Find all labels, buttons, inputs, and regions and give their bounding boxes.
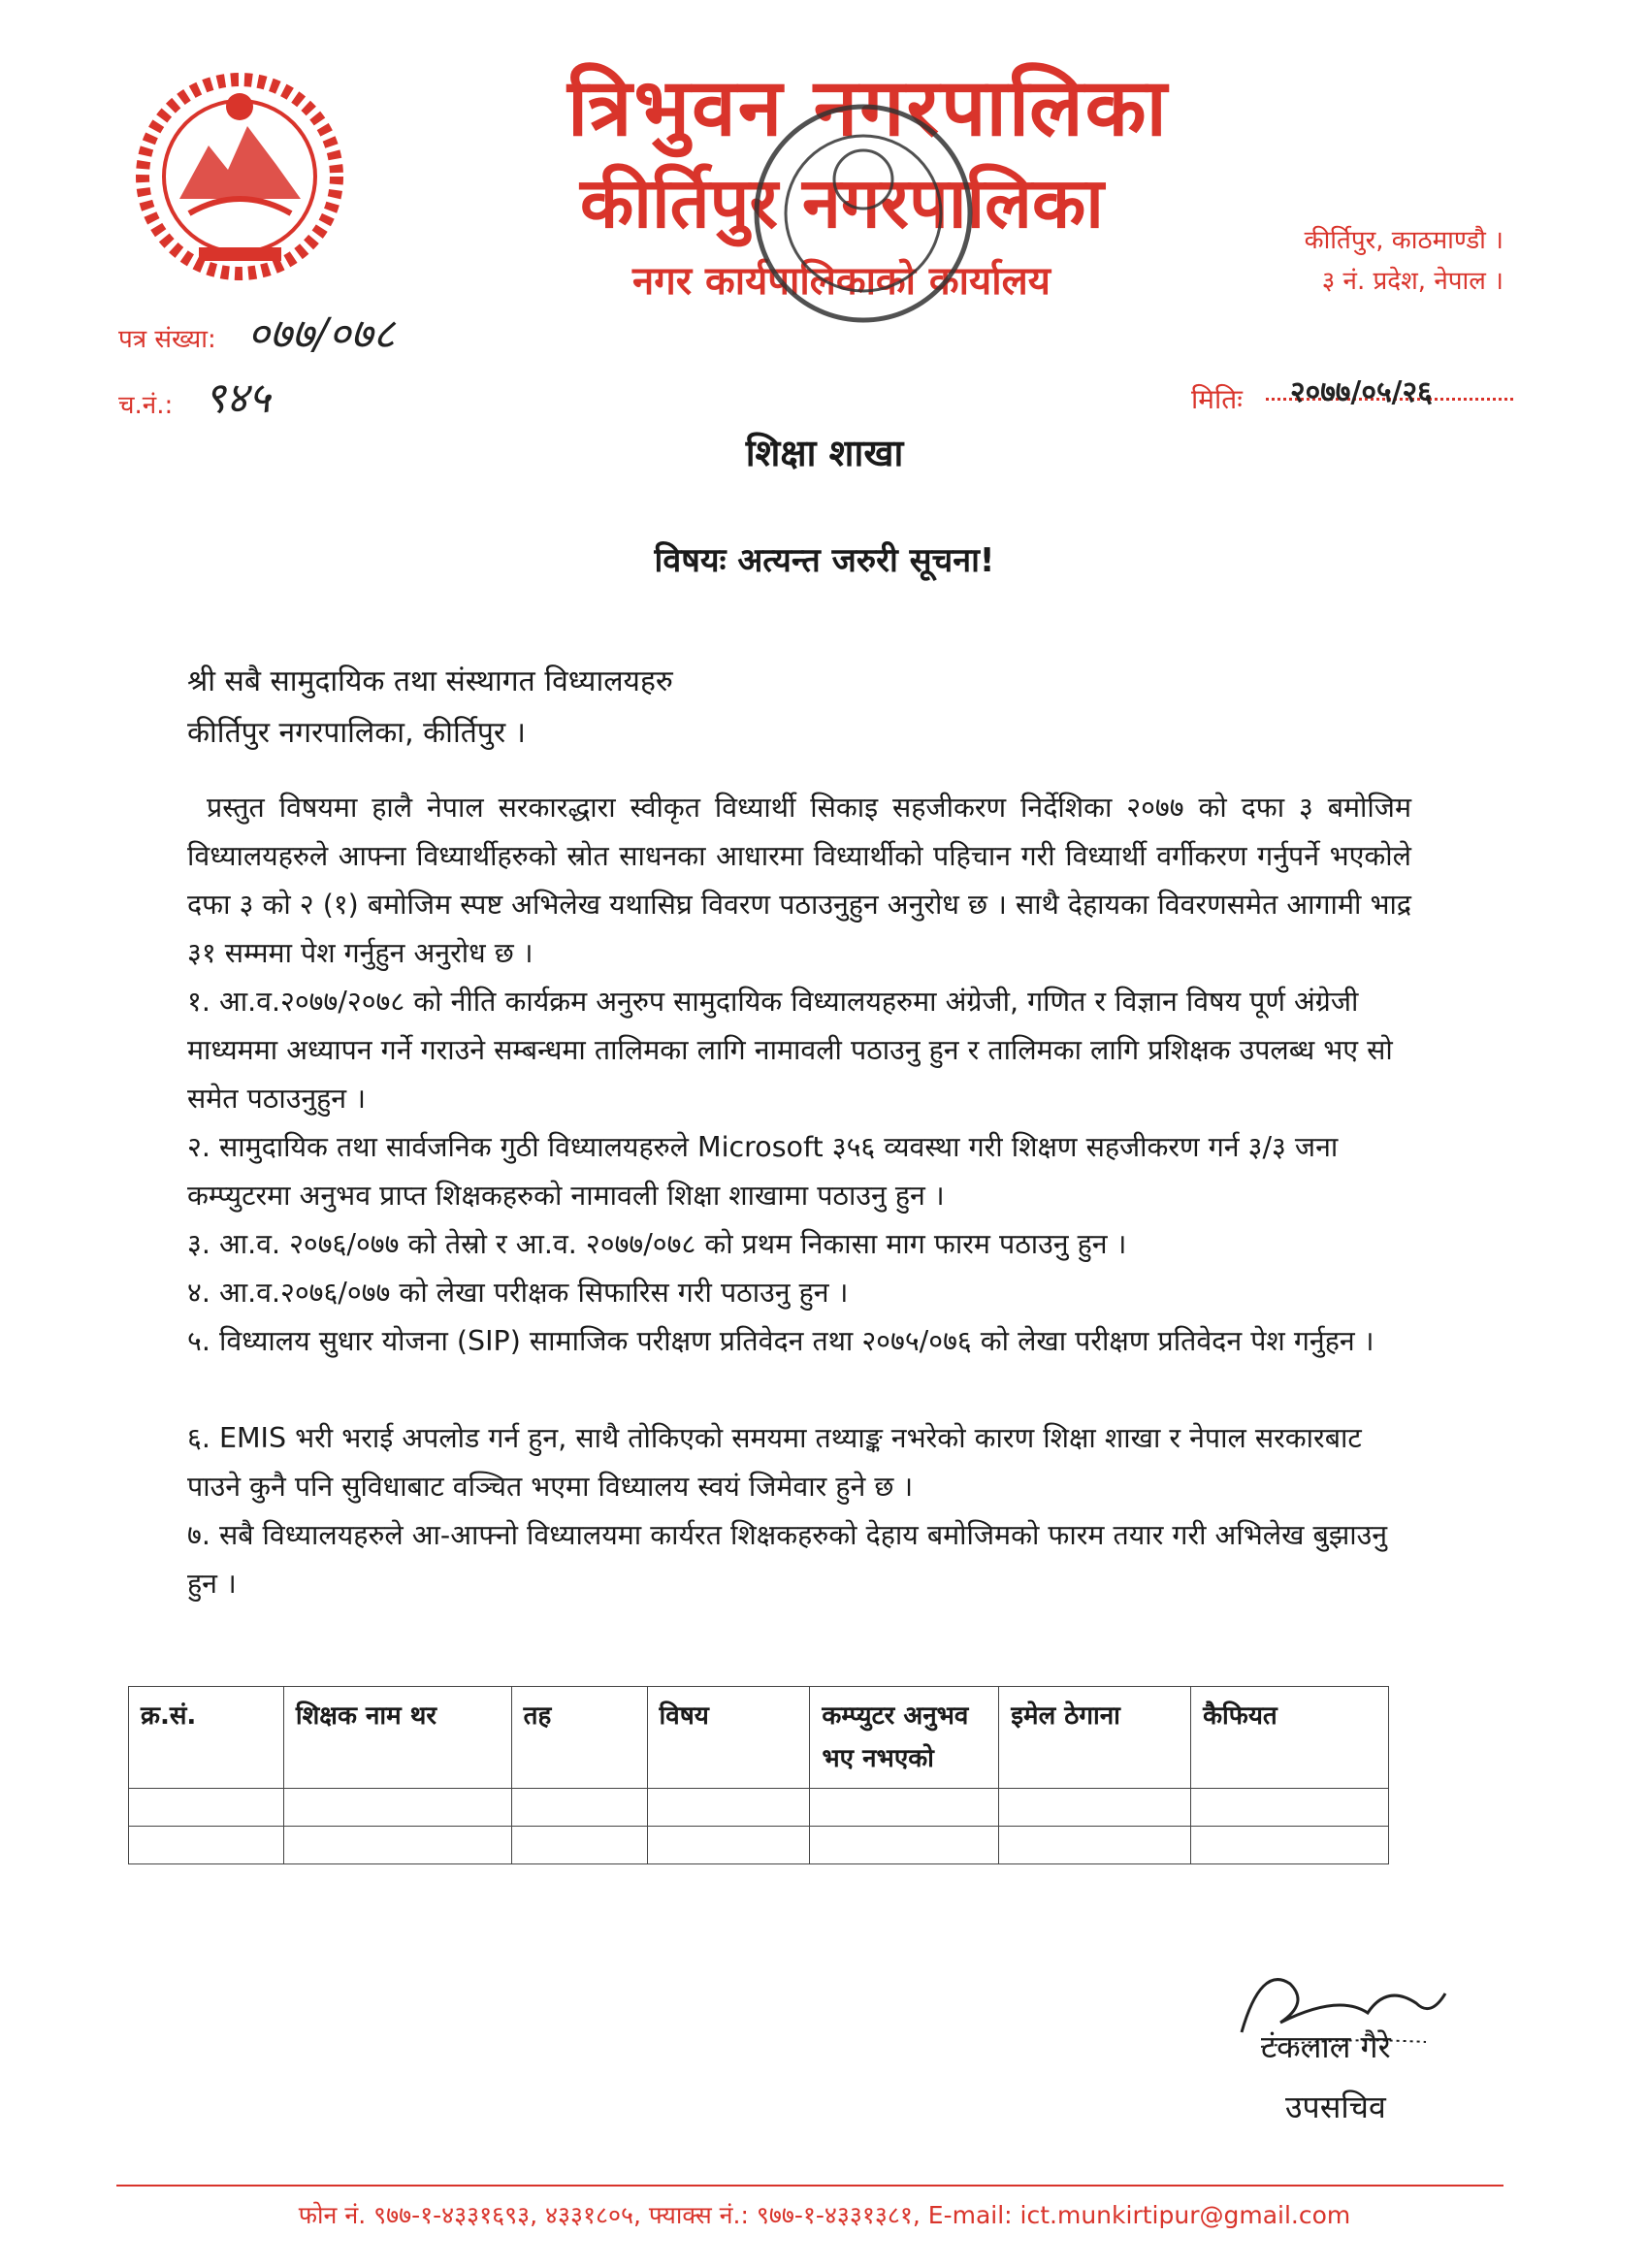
- address-line-1: कीर्तिपुर, काठमाण्डौ ।: [1304, 226, 1504, 255]
- table-header-row: [129, 1687, 1389, 1789]
- letter-number-value: ०७७/०७८: [247, 309, 396, 359]
- table-cell: [810, 1827, 999, 1864]
- table-cell: [647, 1827, 810, 1864]
- list-item-5: ५. विध्यालय सुधार योजना (SIP) सामाजिक परीक्षण प्रतिवेदन तथा २०७५/०७६ को लेखा परीक्षण प्रतिवेदन पेश गर्नुहन ।: [187, 1325, 1374, 1357]
- date-label: मितिः: [1191, 383, 1243, 415]
- address-line-2: ३ नं. प्रदेश, नेपाल ।: [1321, 267, 1504, 296]
- subject-line: विषयः अत्यन्त जरुरी सूचना!: [654, 541, 995, 580]
- table-row: [129, 1827, 1389, 1864]
- municipality-title: कीर्तिपुर नगरपालिका: [580, 162, 1104, 243]
- dispatch-number-value: ९४५: [204, 373, 271, 423]
- header-subject: विषय: [647, 1687, 810, 1789]
- list-item-2: २. सामुदायिक तथा सार्वजनिक गुठी विध्यालयहरुले Microsoft ३५६ व्यवस्था गरी शिक्षण सहजीकरण गर्न ३/३ जना कम्प्युटरमा अनुभव प्राप्त शिक्षकहरुको नामावली शिक्षा शाखामा पठाउनु हुन ।: [187, 1131, 1339, 1212]
- table-cell: [511, 1789, 647, 1827]
- nepal-emblem-icon: [131, 68, 349, 286]
- table-cell: [129, 1789, 284, 1827]
- dispatch-number-label: च.नं.:: [118, 391, 174, 420]
- addressee-line-2: कीर्तिपुर नगरपालिका, कीर्तिपुर ।: [187, 716, 527, 750]
- header-level: तह: [511, 1687, 647, 1789]
- table-cell: [999, 1789, 1191, 1827]
- footer-divider: [116, 2185, 1504, 2187]
- title-old: त्रिभुवन नगरपालिका: [567, 62, 1169, 154]
- branch-heading: शिक्षा शाखा: [745, 432, 904, 474]
- addressee-line-1: श्री सबै सामुदायिक तथा संस्थागत विध्यालयहरु: [187, 664, 673, 698]
- table-cell: [283, 1789, 511, 1827]
- list-item-7: ७. सबै विध्यालयहरुले आ-आफ्नो विध्यालयमा कार्यरत शिक्षकहरुको देहाय बमोजिमको फारम तयार गरी अभिलेख बुझाउनु हुन ।: [187, 1519, 1388, 1600]
- intro-paragraph: प्रस्तुत विषयमा हालै नेपाल सरकारद्धारा स्वीकृत विध्यार्थी सिकाइ सहजीकरण निर्देशिका २०७७ को दफा ३ बमोजिम विध्यालयहरुले आफ्ना विध्यार्थीहरुको स्रोत साधनका आधारमा विध्यार्थीको पहिचान गरी विध्यार्थी वर्गीकरण गर्नुपर्ने भएकोले दफा ३ को २ (१) बमोजिम स्पष्ट अभिलेख यथासिघ्र विवरण पठाउनुहुन अनुरोध छ । साथै देहायका विवरणसमेत आगामी भाद्र ३१ सम्ममा पेश गर्नुहुन अनुरोध छ ।: [187, 792, 1411, 969]
- letter-number-label: पत्र संख्या:: [118, 325, 216, 354]
- list-item-6: ६. EMIS भरी भराई अपलोड गर्न हुन, साथै तोकिएको समयमा तथ्याङ्क नभरेको कारण शिक्षा शाखा र नेपाल सरकारबाट पाउने कुनै पनि सुविधाबाट वञ्चित भएमा विध्यालय स्वयं जिमेवार हुने छ ।: [187, 1422, 1362, 1503]
- header-teacher-name: शिक्षक नाम थर: [283, 1687, 511, 1789]
- date-value: २०७७/०५/२६: [1290, 375, 1433, 409]
- table-cell: [283, 1827, 511, 1864]
- table-cell: [999, 1827, 1191, 1864]
- table-cell: [1191, 1827, 1389, 1864]
- signatory-name: टंकलाल गैरे: [1261, 2028, 1391, 2065]
- table-cell: [129, 1827, 284, 1864]
- list-item-3: ३. आ.व. २०७६/०७७ को तेस्रो र आ.व. २०७७/०७८ को प्रथम निकासा माग फारम पठाउनु हुन ।: [187, 1228, 1127, 1260]
- list-item-4: ४. आ.व.२०७६/०७७ को लेखा परीक्षक सिफारिस गरी पठाउनु हुन ।: [187, 1277, 849, 1309]
- header-email: इमेल ठेगाना: [999, 1687, 1191, 1789]
- office-title: नगर कार्यपालिकाको कार्यालय: [632, 259, 1051, 304]
- table-cell: [810, 1789, 999, 1827]
- table-cell: [511, 1827, 647, 1864]
- header-serial: क्र.सं.: [129, 1687, 284, 1789]
- table-row: [129, 1789, 1389, 1827]
- list-item-1: १. आ.व.२०७७/२०७८ को नीति कार्यक्रम अनुरुप सामुदायिक विध्यालयहरुमा अंग्रेजी, गणित र विज्ञान विषय पूर्ण अंग्रेजी माध्यममा अध्यापन गर्ने गराउने सम्बन्धमा तालिमका लागि नामावली पठाउनु हुन र तालिमका लागि प्रशिक्षक उपलब्ध भए सो समेत पठाउनुहुन ।: [187, 986, 1393, 1115]
- signatory-designation: उपसचिव: [1285, 2089, 1386, 2125]
- table-cell: [1191, 1789, 1389, 1827]
- header-remarks: कैफियत: [1191, 1687, 1389, 1789]
- footer-contact: फोन नं. ९७७-१-४३३१६९३, ४३३१८०५, फ्याक्स नं.: ९७७-१-४३३१३८१, E-mail: ict.munkirtipur@gmail.com: [298, 2201, 1351, 2229]
- header-computer-experience: कम्प्युटर अनुभव भए नभएको: [810, 1687, 999, 1789]
- office-stamp-icon: [737, 87, 989, 340]
- teacher-record-table: [128, 1686, 1389, 1864]
- table-cell: [647, 1789, 810, 1827]
